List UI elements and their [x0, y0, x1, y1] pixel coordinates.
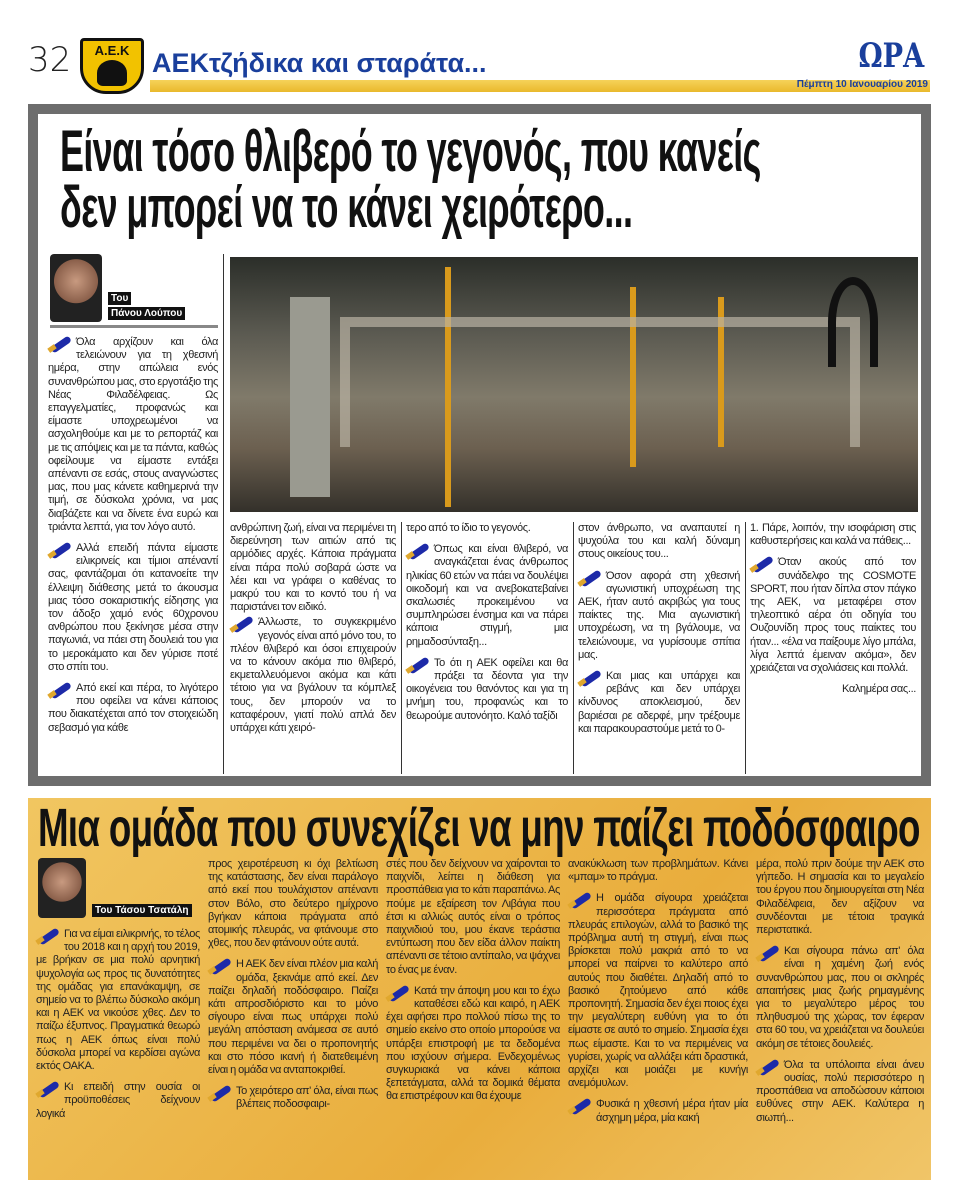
stadium-construction-photo	[230, 257, 918, 512]
article-headline: Μια ομάδα που συνεχίζει να μην παίζει ποδόσφαιρο	[38, 798, 920, 858]
article-main	[28, 104, 931, 786]
pen-icon	[36, 1081, 58, 1095]
pen-icon	[48, 682, 70, 696]
paragraph: Το ότι η ΑΕΚ οφείλει και θα πράξει τα δέοντα για την οικογένεια του θανόντος και για τη μνήμη του, προφανώς και το θεωρούμε αυτονόητο. Καλό ταξίδι	[406, 656, 568, 722]
pen-icon	[386, 985, 408, 999]
pen-icon	[578, 670, 600, 684]
pen-icon	[406, 543, 428, 557]
page-number: 32	[28, 40, 72, 80]
headline-line: δεν μπορεί να το κάνει χειρότερο...	[60, 175, 633, 240]
pen-icon	[756, 1059, 778, 1073]
article-headline	[60, 119, 928, 240]
column-rule	[223, 254, 224, 774]
column-rule	[745, 522, 746, 774]
byline-name: Του Τάσου Τσατάλη	[92, 904, 192, 917]
pen-icon	[48, 542, 70, 556]
paragraph: στές που δεν δείχνουν να χαίρονται το παιχνίδι, λείπει η διάθεση για προσπάθεια για το κάτι παραπάνω. Ας πούμε με εξαίρεση τον Λιβάγια που έτσι κι αλλιώς αυτός είναι ο τρόπος παιχνιδιού του, μου έκανε τεράστια εντύπωση που δεν είδα άλλον παίκτη απέναντι σε τέτοιο αντίπαλο, να ψάχνει το ένας με έναν.	[386, 858, 560, 976]
pen-icon	[230, 616, 252, 630]
byline-name: Πάνου Λούπου	[108, 307, 185, 320]
logo-text: Α.Ε.Κ	[94, 43, 130, 58]
pen-icon	[568, 1098, 590, 1112]
paragraph: Κατά την άποψη μου και το έχω καταθέσει εδώ και καιρό, η ΑΕΚ έχει αφήσει προ πολλού πίσω της το σημείο εκείνο στο οποίο μπορούσε να υπάρξει επιστροφή με τα δεδομένα που ισχύουν σήμερα. Ενδεχομένως συγκυριακά να κάνει κάποια ξεπετάγματα, αλλά τα δομικά θέματα θα επιστρέφουν και θα έχουμε	[386, 984, 560, 1103]
paragraph: Όλα τα υπόλοιπα είναι άνευ ουσίας, πολύ περισσότερο η προσπάθεια να αποδώσουν κάποιοι ευθύνες στην ΑΕΚ. Καλύτερα η σιωπή...	[756, 1058, 924, 1124]
text-column	[406, 522, 568, 731]
paragraph: Για να είμαι ειλικρινής, το τέλος του 2018 και η αρχή του 2019, με βρήκαν σε μια πολύ αρνητική ψυχολογία ως προς τις δυνατότητες της ομάδας για επανάκαμψη, σε σημείο να το βλέπω δύσκολο ακόμη και η ΑΕΚ να νικούσε χθες. Δεν το παίζω έξυπνος. Πραγματικά θεωρώ πως η ΑΕΚ όπως είναι πολύ δύσκολα μπορεί να κερδίσει αγώνα εκτός ΟΑΚΑ.	[36, 928, 200, 1073]
paragraph: Από εκεί και πέρα, το λιγότερο που οφείλει να κάνει κάποιος που διακατέχεται από τον στοιχειώδη σεβασμό για κάθε	[48, 682, 218, 734]
text-column	[48, 336, 218, 743]
paragraph: στον άνθρωπο, να αναπαυτεί η ψυχούλα του και καλή δύναμη στους οικείους του...	[578, 522, 740, 561]
pen-icon	[578, 570, 600, 584]
headline-line: Είναι τόσο θλιβερό το γεγονός, που κανείς	[60, 119, 761, 184]
text-column	[36, 928, 200, 1129]
byline-prefix: Του	[108, 292, 131, 305]
text-column	[578, 522, 740, 744]
pen-icon	[750, 556, 772, 570]
divider	[50, 325, 218, 328]
paragraph: Η ομάδα σίγουρα χρειάζεται περισσότερα πράγματα από πλευράς επιλογών, αλλά το βασικό της πρόβλημα αυτή τη στιγμή, είναι πως βρίσκεται πολύ μακριά από το να μπορεί να παίρνει το καλύτερο από αυτούς που διαθέτει. Δηλαδή από το βασικό ζητούμενο από κάθε προπονητή. Σημασία δεν έχει ποιος έχει την μεγαλύτερη ευθύνη για το ότι είμαστε σε αυτό το σημείο. Σημασία έχει πως είμαστε. Και το να περιμένεις να γυρίσει, χωρίς να αλλάξει κάτι δραστικά, αρχίζει και μοιάζει με κυνήγι ανεμόμυλων.	[568, 892, 748, 1090]
author-photo	[38, 858, 86, 918]
eagle-icon	[97, 60, 127, 86]
paragraph: ανθρώπινη ζωή, είναι να περιμένει τη διερεύνηση των αιτιών από τις αρμόδιες αρχές. Κάποια πράγματα είναι πάρα πολύ σοβαρά ώστε να λέει και να γράφει ο καθένας το μακρύ του και το κοντό του ή να παριστάνει τον ειδικό.	[230, 522, 396, 614]
text-column	[756, 858, 924, 1133]
section-title: ΑΕΚτζήδικα και σταράτα...	[152, 48, 487, 78]
pen-icon	[36, 928, 58, 942]
paragraph: Το χειρότερο απ' όλα, είναι πως βλέπεις ποδοσφαιρι-	[208, 1085, 378, 1111]
mourning-ribbon-icon	[828, 277, 878, 367]
text-column	[750, 522, 916, 704]
paragraph: Όταν ακούς από τον συνάδελφο της COSMOTE SPORT, που ήταν δίπλα στον πάγκο της ΑΕΚ, να μεταφέρει στον τηλεοπτικό αέρα ότι οδηγία του Ουζουνίδη προς τους παίκτες του ήταν... «έλα να παίξουμε λίγο μπάλα, λίγα λεπτά έμειναν ακόμα», δεν χρειάζεται να σχολιάσεις και πολλά.	[750, 556, 916, 675]
paragraph: 1. Πάρε, λοιπόν, την ισοφάριση στις καθυστερήσεις και καλά να πάθεις...	[750, 522, 916, 548]
paragraph: προς χειροτέρευση κι όχι βελτίωση της κατάστασης, δεν είναι παράλογο από εκεί που τουλάχιστον απέναντι στον Βόλο, στο δεύτερο ημίχρονο βγήκαν κάποια πράγματα από ατομικής πλευράς, να φτάνουμε στο χθες, που δεν φτάνουν ούτε αυτά.	[208, 858, 378, 950]
pen-icon	[406, 657, 428, 671]
paragraph: Φυσικά η χθεσινή μέρα ήταν μία άσχημη μέρα, μία κακή	[568, 1098, 748, 1124]
paragraph: Η ΑΕΚ δεν είναι πλέον μια καλή ομάδα, ξεκινάμε από εκεί. Δεν παίζει δηλαδή ποδόσφαιρο. Παίζει κάτι απροσδιόριστο και το μόνο σίγουρο είναι πως υπάρχει πολύ μεγάλη απόσταση ανάμεσα σε αυτό που περιμένει να δει ο προπονητής και στο πόσο ικανή ή διατεθειμένη είναι η ομάδα να ανταποκριθεί.	[208, 958, 378, 1077]
pen-icon	[208, 1085, 230, 1099]
column-rule	[573, 522, 574, 774]
newspaper-brand: ΩΡΑ	[858, 36, 924, 76]
signoff: Καλημέρα σας...	[842, 683, 916, 696]
paragraph: μέρα, πολύ πριν δούμε την ΑΕΚ στο γήπεδο. Η σημασία και το μεγαλείο του έργου που δημιουργείται στη Νέα Φιλαδέλφεια, δεν αξίζουν να συνδέονται με τέτοια τραγικά περιστατικά.	[756, 858, 924, 937]
pen-icon	[756, 945, 778, 959]
paragraph: Και σίγουρα πάνω απ' όλα είναι η χαμένη ζωή ενός συνανθρώπου μας, που οι σκληρές απαιτήσεις μιας ζωής ρημαγμένης για το μεγαλύτερο μέρος του πληθυσμού της χώρας, τον έφεραν στα 60 του, να χρειάζεται να δουλεύει ακόμη σε τέτοιες δουλειές.	[756, 945, 924, 1050]
paragraph: Όπως και είναι θλιβερό, να αναγκάζεται ένας άνθρωπος ηλικίας 60 ετών να πάει να δουλέψει οικοδομή και να ανεβοκατεβαίνει σκαλωσιές προκειμένου να συμπληρώσει ένσημα και να πάρει κάποια στιγμή, μια ρημαδοσύνταξη...	[406, 543, 568, 648]
author-photo	[50, 254, 102, 322]
paragraph: Και μιας και υπάρχει και ρεβάνς και δεν υπάρχει κίνδυνος αποκλεισμού, δεν βαριέσαι ρε αδερφέ, μην τρέξουμε και παρακουραστούμε μετά το 0-	[578, 670, 740, 735]
text-column	[230, 522, 396, 743]
text-column	[568, 858, 748, 1133]
text-column	[208, 858, 378, 1120]
paragraph: Κι επειδή στην ουσία οι προϋποθέσεις δείχνουν λογικά	[36, 1081, 200, 1120]
paragraph: τερο από το ίδιο το γεγονός.	[406, 522, 531, 534]
paragraph: Όλα αρχίζουν και όλα τελειώνουν για τη χθεσινή ημέρα, στην απώλεια ενός συνανθρώπου μας, στο εργοτάξιο της Νέας Φιλαδέλφειας. Ως επαγγελματίες, προφανώς και είμαστε υποχρεωμένοι να ασχοληθούμε και με το ρεπορτάζ και με τις απόψεις και με τα πάντα, καθώς οφείλουμε να είμαστε εντάξει απέναντι σε εσάς, στους αναγνώστες μας, που μας κάνετε καθημερινά την τιμή, σε δύσκολα χρόνια, να μας διαβάζετε και να δίνετε ένα ευρώ και τριάντα λεπτά, για τον λόγο αυτό.	[48, 336, 218, 533]
text-column	[386, 858, 560, 1112]
pen-icon	[568, 892, 590, 906]
article-secondary	[28, 798, 931, 1180]
paragraph: Άλλωστε, το συγκεκριμένο γεγονός είναι από μόνο του, το πλέον θλιβερό και όσοι επιχειρούν να το κάνουν ακόμα πιο θλιβερό, εκμεταλλευόμενοι ακόμα και κάτι τέτοιο για να βγάλουν τα κόμπλεξ τους, δεν μπορούν να το καταφέρουν, γιατί πολύ απλά δεν υπάρχει κάτι χειρό-	[230, 616, 396, 735]
paragraph: ανακύκλωση των προβλημάτων. Κάνει «μπαμ» το πράγμα.	[568, 858, 748, 884]
issue-date: Πέμπτη 10 Ιανουαρίου 2019	[796, 79, 928, 90]
pen-icon	[208, 958, 230, 972]
paragraph: Όσον αφορά στη χθεσινή αγωνιστική υποχρέωση της ΑΕΚ, ήταν αυτό ακριβώς για τους παίκτες της. Μια αγωνιστική υποχρέωση, να τη βγάλουμε, να τελειώνουμε, να γυρίσουμε σπίτια μας.	[578, 569, 740, 661]
column-rule	[401, 522, 402, 774]
pen-icon	[48, 336, 70, 350]
paragraph: Αλλά επειδή πάντα είμαστε ειλικρινείς και τίμιοι απέναντί σας, φαντάζομαι ότι κατανοείτε την έλλειψη διάθεσης μετά το άκουσμα μιας τόσο σοκαριστικής είδησης για τον άδοξο χαμό ενός 60χρονου ανθρώπου που ξεκίνησε μέσα στην παγωνιά, να πάει στη δουλειά του για το μεροκάματο και δεν γύρισε ποτέ στο σπίτι του.	[48, 542, 218, 673]
aek-logo	[80, 38, 144, 94]
